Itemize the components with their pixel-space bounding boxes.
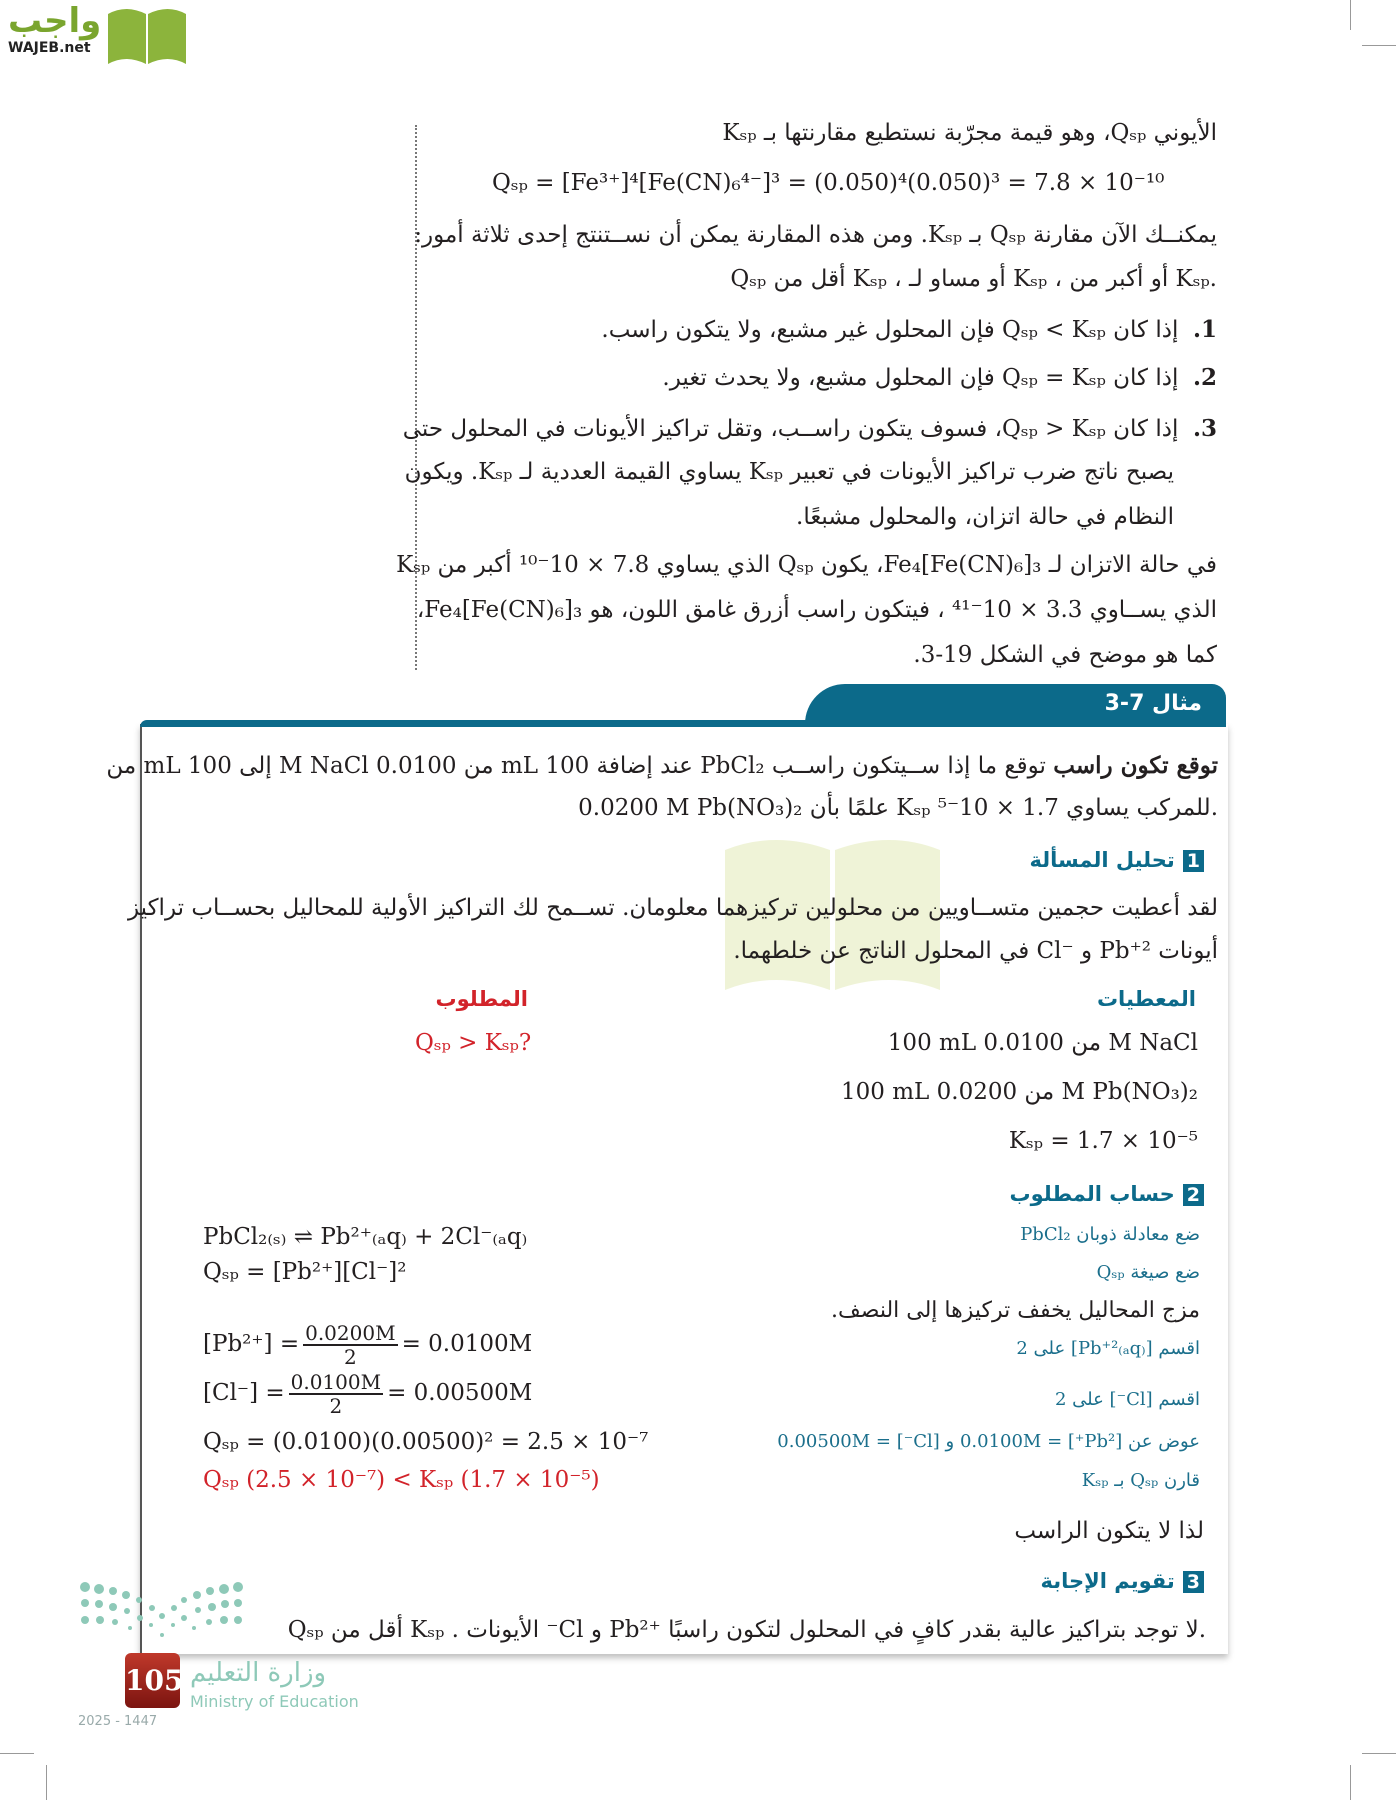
step-note: اقسم [Pb⁺²₍ₐq₎] على 2 bbox=[1016, 1338, 1200, 1359]
given-item: Kₛₚ = 1.7 × 10⁻⁵ bbox=[1008, 1128, 1198, 1154]
fraction bbox=[289, 1371, 383, 1417]
analysis-line: أيونات Pb⁺² و ⁻Cl في المحلول الناتج عن خلطهما. bbox=[733, 938, 1218, 964]
item-text: إذا كان Qₛₚ < Kₛₚ فإن المحلول غير مشبع، ولا يتكون راسب. bbox=[601, 317, 1179, 343]
item-text: يصبح ناتج ضرب تراكيز الأيونات في تعبير Kₛₚ يساوي القيمة العددية لـ Kₛₚ. ويكون bbox=[404, 459, 1174, 485]
eq-rhs: = 0.0100M bbox=[401, 1331, 533, 1357]
logo-english: WAJEB.net bbox=[8, 40, 91, 56]
body-line: Qₛₚ أقل من Kₛₚ ، أو مساو لـ Kₛₚ ، أو أكبر من Kₛₚ. bbox=[730, 266, 1217, 292]
column-divider bbox=[415, 125, 417, 670]
step-number: 2 bbox=[1183, 1184, 1204, 1206]
body-line: يمكنــك الآن مقارنة Qₛₚ بـ Kₛₚ. ومن هذه المقارنة يمكن أن نســتنتج إحدى ثلاثة أمور: bbox=[414, 222, 1217, 248]
item-text: النظام في حالة اتزان، والمحلول مشبعًا. bbox=[796, 504, 1174, 530]
list-item bbox=[662, 364, 1217, 391]
dissolution-equation: PbCl₂₍ₛ₎ ⇌ Pb²⁺₍ₐq₎ + 2Cl⁻₍ₐq₎ bbox=[203, 1224, 528, 1250]
given-item: 100 mL من 0.0200 M Pb(NO₃)₂ bbox=[841, 1079, 1198, 1105]
qsp-expression: Qₛₚ = [Pb²⁺][Cl⁻]² bbox=[203, 1259, 407, 1285]
qsp-equation: Qₛₚ = [Fe³⁺]⁴[Fe(CN)₆⁴⁻]³ = (0.050)⁴(0.050)³ = 7.8 × 10⁻¹⁰ bbox=[492, 170, 1165, 196]
step-title: تحليل المسألة bbox=[1029, 848, 1175, 872]
step-number: 1 bbox=[1183, 850, 1204, 872]
item-number: 1. bbox=[1192, 316, 1217, 343]
given-item: 100 mL من 0.0100 M NaCl bbox=[887, 1030, 1198, 1056]
crop-mark bbox=[1362, 1753, 1396, 1754]
list-item bbox=[403, 415, 1217, 442]
eq-lhs: [Pb²⁺] = bbox=[203, 1331, 300, 1357]
ministry-name-english: Ministry of Education bbox=[190, 1692, 359, 1711]
logo-arabic: واجب bbox=[8, 1, 102, 41]
crop-mark bbox=[1362, 45, 1396, 46]
problem-line: 0.0200 M Pb(NO₃)₂ علمًا بأن Kₛₚ للمركب يساوي 1.7 × 10⁻⁵. bbox=[578, 795, 1218, 821]
numerator: 0.0200M bbox=[305, 1321, 396, 1345]
eq-lhs: [Cl⁻] = bbox=[203, 1380, 285, 1406]
step-note: ضع معادلة ذوبان PbCl₂ bbox=[1020, 1224, 1200, 1245]
example-title: مثال 7-3 bbox=[1104, 691, 1202, 716]
unknown-label: المطلوب bbox=[435, 987, 528, 1011]
crop-mark bbox=[0, 1753, 34, 1754]
body-line: كما هو موضح في الشكل 19-3. bbox=[913, 642, 1217, 668]
ministry-name-arabic: وزارة التعليم bbox=[190, 1658, 327, 1688]
unknown-item: Qₛₚ > Kₛₚ? bbox=[415, 1030, 532, 1056]
wajeb-logo[interactable] bbox=[8, 2, 101, 56]
item-number: 3. bbox=[1192, 415, 1217, 442]
qsp-calculation: Qₛₚ = (0.0100)(0.00500)² = 2.5 × 10⁻⁷ bbox=[203, 1429, 649, 1455]
qsp-ksp-comparison: Qₛₚ (2.5 × 10⁻⁷) < Kₛₚ (1.7 × 10⁻⁵) bbox=[203, 1467, 600, 1493]
numerator: 0.0100M bbox=[290, 1370, 382, 1394]
denominator: 2 bbox=[329, 1394, 343, 1418]
year: 2025 - 1447 bbox=[78, 1714, 158, 1729]
crop-mark bbox=[1350, 1765, 1351, 1800]
step-number: 3 bbox=[1183, 1571, 1204, 1593]
given-label: المعطيات bbox=[1096, 987, 1196, 1011]
problem-title: توقع تكون راسب bbox=[1053, 752, 1218, 779]
book-icon bbox=[106, 4, 188, 66]
step-note: مزج المحاليل يخفف تركيزها إلى النصف. bbox=[830, 1298, 1200, 1323]
item-number: 2. bbox=[1192, 364, 1217, 391]
step-note: اقسم [Cl⁻] على 2 bbox=[1054, 1389, 1200, 1410]
step-2-heading bbox=[1010, 1182, 1205, 1206]
step-title: تقويم الإجابة bbox=[1040, 1569, 1175, 1593]
body-line: الأيوني Qₛₚ، وهو قيمة مجرّبة نستطيع مقارنتها بـ Kₛₚ bbox=[722, 120, 1217, 146]
example-top-bar bbox=[140, 720, 1226, 727]
body-line: الذي يســاوي 3.3 × 10⁻⁴¹ ، فيتكون راسب أزرق غامق اللون، هو Fe₄[Fe(CN)₆]₃، bbox=[416, 597, 1217, 623]
pb-concentration bbox=[203, 1322, 532, 1368]
step-3-heading bbox=[1040, 1569, 1204, 1593]
cl-concentration bbox=[203, 1371, 532, 1417]
evaluation-text: Qₛₚ أقل من Kₛₚ . الأيونات ⁻Cl و Pb²⁺ لا توجد بتراكيز عالية بقدر كافٍ في المحلول لتكون راسبًا. bbox=[287, 1617, 1206, 1643]
step-title: حساب المطلوب bbox=[1009, 1182, 1175, 1206]
page-number: 105 bbox=[125, 1653, 180, 1708]
fraction bbox=[303, 1322, 397, 1368]
eq-rhs: = 0.00500M bbox=[387, 1380, 533, 1406]
analysis-line: لقد أعطيت حجمين متســاويين من محلولين تركيزهما معلومان. تســمح لك التراكيز الأولية للمحاليل بحســاب تراكيز bbox=[127, 895, 1218, 921]
problem-text: توقع ما إذا ســيتكون راســب PbCl₂ عند إضافة 100 mL من 0.0100 M NaCl إلى 100 mL من bbox=[106, 753, 1046, 779]
problem-line bbox=[106, 752, 1218, 779]
step-1-heading bbox=[1030, 848, 1205, 872]
crop-mark bbox=[46, 1765, 47, 1800]
step-note: قارن Qₛₚ بـ Kₛₚ bbox=[1081, 1470, 1200, 1491]
conclusion: لذا لا يتكون الراسب bbox=[1014, 1518, 1204, 1544]
crop-mark bbox=[1350, 0, 1351, 30]
step-note: ضع صيغة Qₛₚ bbox=[1096, 1262, 1200, 1283]
ministry-logo-dots bbox=[78, 1580, 248, 1640]
item-text: إذا كان Qₛₚ > Kₛₚ، فسوف يتكون راســب، وتقل تراكيز الأيونات في المحلول حتى bbox=[402, 416, 1179, 442]
item-text: إذا كان Qₛₚ = Kₛₚ فإن المحلول مشبع، ولا يحدث تغير. bbox=[662, 365, 1179, 391]
list-item bbox=[601, 316, 1217, 343]
body-line: في حالة الاتزان لـ Fe₄[Fe(CN)₆]₃، يكون Qₛₚ الذي يساوي 7.8 × 10⁻¹⁰ أكبر من Kₛₚ bbox=[396, 552, 1217, 578]
step-note: عوض عن [Pb²⁺] = 0.0100M و [Cl⁻] = 0.00500M bbox=[777, 1431, 1200, 1452]
denominator: 2 bbox=[343, 1345, 357, 1369]
